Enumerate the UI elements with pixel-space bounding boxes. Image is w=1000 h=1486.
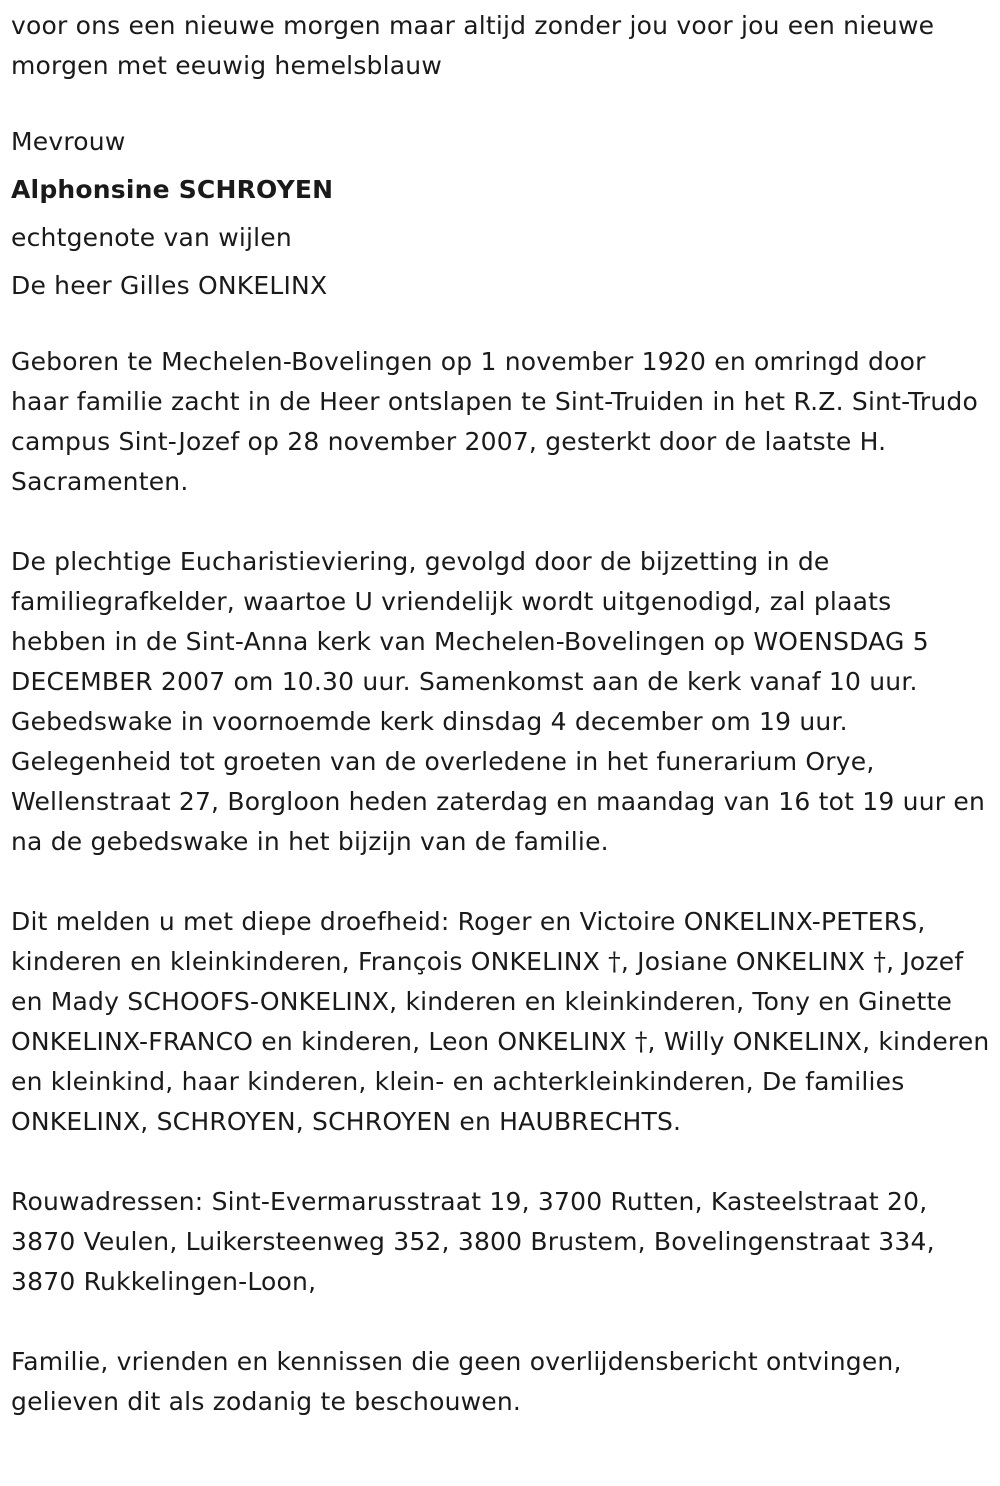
birth-death-paragraph: Geboren te Mechelen-Bovelingen op 1 november 1920 en omringd door haar familie zacht in de Heer ontslapen te Sint-Truiden in het R.Z. Sint-Trudo campus Sint-Jozef op 28 november 2007, gesterkt door de laatste H. Sacramenten. [11, 347, 978, 496]
cross-icon: † [634, 1027, 648, 1056]
spouse-intro: echtgenote van wijlen [11, 223, 292, 252]
announcement-text-2: , Josiane ONKELINX [620, 947, 874, 976]
announcement-text-3: , Jozef en Mady SCHOOFS-ONKELINX, kinderen en kleinkinderen, Tony en Ginette ONKELINX-FRANCO en kinderen, Leon ONKELINX [11, 947, 964, 1056]
spouse-name: De heer Gilles ONKELINX [11, 271, 328, 300]
cross-icon: † [608, 947, 621, 976]
addresses-paragraph: Rouwadressen: Sint-Evermarusstraat 19, 3700 Rutten, Kasteelstraat 20, 3870 Veulen, Luikersteenweg 352, 3800 Brustem, Bovelingenstraat 334, 3870 Rukkelingen-Loon, [11, 1187, 935, 1296]
closing-paragraph: Familie, vrienden en kennissen die geen overlijdensbericht ontvingen, gelieven dit als zodanig te beschouwen. [11, 1347, 902, 1416]
announcement-text-1: Dit melden u met diepe droefheid: Roger en Victoire ONKELINX-PETERS, kinderen en kleinkinderen, François ONKELINX [11, 907, 926, 976]
announcement-paragraph [11, 902, 990, 1142]
ceremony-paragraph: De plechtige Eucharistieviering, gevolgd door de bijzetting in de familiegrafkelder, waartoe U vriendelijk wordt uitgenodigd, zal plaats hebben in de Sint-Anna kerk van Mechelen-Bovelingen op WOENSDAG 5 DECEMBER 2007 om 10.30 uur. Samenkomst aan de kerk vanaf 10 uur. Gebedswake in voornoemde kerk dinsdag 4 december om 19 uur. Gelegenheid tot groeten van de overledene in het funerarium Orye, Wellenstraat 27, Borgloon heden zaterdag en maandag van 16 tot 19 uur en na de gebedswake in het bijzijn van de familie. [11, 547, 985, 856]
announcement-text-4: , Willy ONKELINX, kinderen en kleinkind, haar kinderen, klein- en achterkleinkinderen, De families ONKELINX, SCHROYEN, SCHROYEN en HAUBRECHTS. [11, 1027, 990, 1136]
deceased-name: Alphonsine SCHROYEN [11, 175, 334, 204]
name-block [11, 118, 990, 310]
motto: voor ons een nieuwe morgen maar altijd zonder jou voor jou een nieuwe morgen met eeuwig hemelsblauw [11, 11, 935, 80]
cross-icon: † [873, 947, 887, 976]
title-line: Mevrouw [11, 127, 126, 156]
